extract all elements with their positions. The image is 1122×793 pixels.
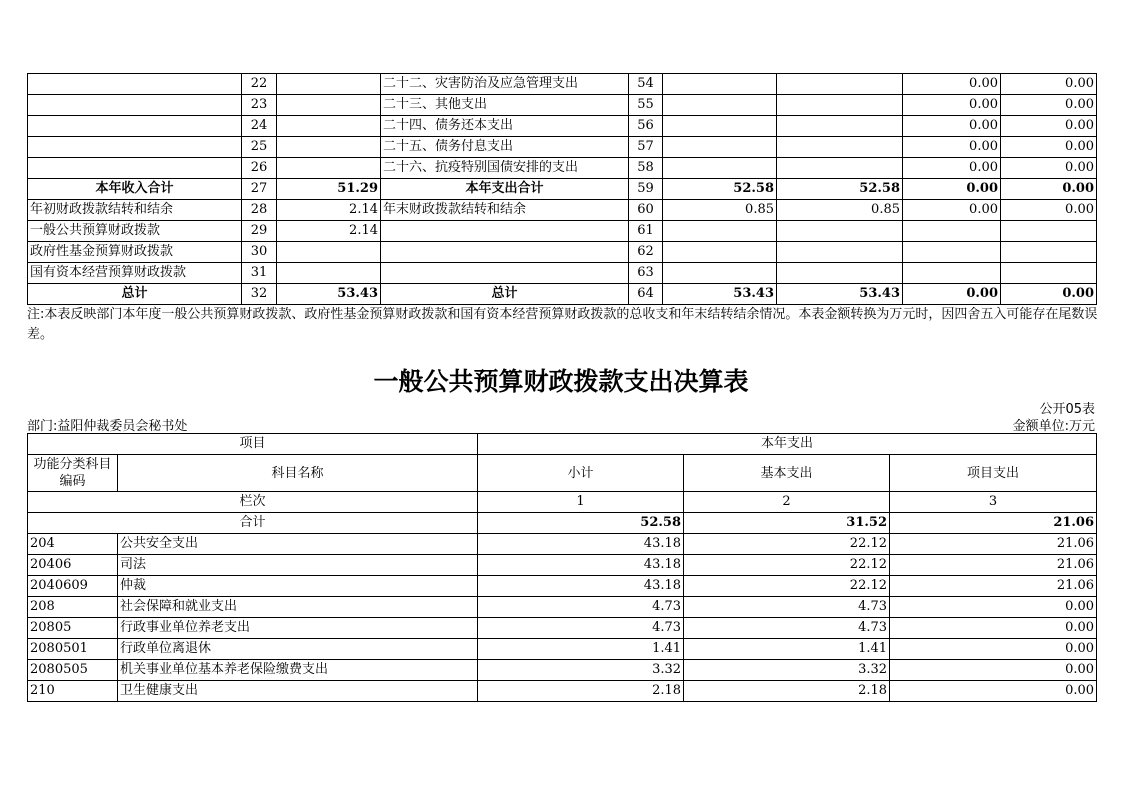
- cell-subtotal: 4.73: [478, 618, 684, 639]
- department-label: 部门:益阳仲裁委员会秘书处: [27, 419, 188, 434]
- cell-exp-no: 59: [629, 179, 663, 200]
- total-subtotal: 52.58: [478, 513, 684, 534]
- cell-income-item: 总计: [28, 284, 242, 305]
- cell-exp-no: 54: [629, 74, 663, 95]
- table-row: [28, 158, 1097, 179]
- cell-income-item: [28, 158, 242, 179]
- column-label: 栏次: [28, 492, 478, 513]
- table-row: [28, 95, 1097, 116]
- total-row: [28, 513, 1097, 534]
- cell-subtotal: 1.41: [478, 639, 684, 660]
- cell-other: 0.00: [1001, 179, 1097, 200]
- cell-exp-item: 二十六、抗疫特别国债安排的支出: [381, 158, 629, 179]
- cell-income-item: 年初财政拨款结转和结余: [28, 200, 242, 221]
- cell-total: [663, 263, 777, 284]
- cell-code: 208: [28, 597, 118, 618]
- cell-project: 0.00: [890, 639, 1097, 660]
- cell-basic: 4.73: [684, 618, 890, 639]
- cell-basic: 4.73: [684, 597, 890, 618]
- header-subtotal: 小计: [478, 455, 684, 492]
- cell-other: 0.00: [1001, 116, 1097, 137]
- cell-name: 行政单位离退休: [118, 639, 478, 660]
- cell-income-amt: [277, 137, 381, 158]
- cell-total: 53.43: [663, 284, 777, 305]
- cell-subtotal: 43.18: [478, 576, 684, 597]
- cell-income-no: 24: [242, 116, 277, 137]
- cell-basic: 22.12: [684, 576, 890, 597]
- page-title: 一般公共预算财政拨款支出决算表: [373, 367, 749, 396]
- cell-exp-item: [381, 242, 629, 263]
- table-row: [28, 284, 1097, 305]
- header-func-code: 功能分类科目编码: [28, 455, 118, 492]
- table-row: [28, 639, 1097, 660]
- table-row: [28, 618, 1097, 639]
- cell-income-no: 31: [242, 263, 277, 284]
- cell-basic: 2.18: [684, 681, 890, 702]
- cell-total: [663, 158, 777, 179]
- cell-total: [663, 116, 777, 137]
- table-row: [28, 660, 1097, 681]
- total-basic: 31.52: [684, 513, 890, 534]
- table-row: [28, 74, 1097, 95]
- cell-exp-no: 56: [629, 116, 663, 137]
- cell-other: [1001, 263, 1097, 284]
- cell-basic: [777, 221, 903, 242]
- cell-subtotal: 3.32: [478, 660, 684, 681]
- cell-project: 0.00: [903, 74, 1001, 95]
- cell-project: 0.00: [890, 681, 1097, 702]
- cell-name: 司法: [118, 555, 478, 576]
- cell-exp-item: 总计: [381, 284, 629, 305]
- cell-project: 0.00: [890, 660, 1097, 681]
- cell-exp-item: 二十四、债务还本支出: [381, 116, 629, 137]
- cell-exp-no: 61: [629, 221, 663, 242]
- expense-table: [27, 433, 1097, 702]
- header-project: 项目: [28, 434, 478, 455]
- cell-income-item: [28, 95, 242, 116]
- cell-basic: [777, 95, 903, 116]
- cell-basic: 1.41: [684, 639, 890, 660]
- cell-basic: 0.85: [777, 200, 903, 221]
- cell-income-amt: [277, 242, 381, 263]
- cell-basic: 53.43: [777, 284, 903, 305]
- column-1: 1: [478, 492, 684, 513]
- cell-other: [1001, 221, 1097, 242]
- cell-code: 20805: [28, 618, 118, 639]
- cell-exp-item: 年末财政拨款结转和结余: [381, 200, 629, 221]
- cell-project: 0.00: [903, 116, 1001, 137]
- table-row: [28, 576, 1097, 597]
- cell-project: 21.06: [890, 555, 1097, 576]
- unit-label: 金额单位:万元: [1012, 419, 1095, 434]
- cell-project: 0.00: [903, 179, 1001, 200]
- cell-name: 公共安全支出: [118, 534, 478, 555]
- cell-name: 机关事业单位基本养老保险缴费支出: [118, 660, 478, 681]
- cell-exp-no: 57: [629, 137, 663, 158]
- table-row: [28, 116, 1097, 137]
- column-3: 3: [890, 492, 1097, 513]
- total-label: 合计: [28, 513, 478, 534]
- cell-income-no: 28: [242, 200, 277, 221]
- cell-income-amt: 2.14: [277, 200, 381, 221]
- cell-exp-item: [381, 263, 629, 284]
- cell-basic: [777, 263, 903, 284]
- cell-income-no: 30: [242, 242, 277, 263]
- cell-project: [903, 221, 1001, 242]
- table-row: [28, 200, 1097, 221]
- cell-project: 0.00: [903, 137, 1001, 158]
- cell-other: 0.00: [1001, 200, 1097, 221]
- cell-exp-no: 62: [629, 242, 663, 263]
- cell-name: 社会保障和就业支出: [118, 597, 478, 618]
- header-project-exp: 项目支出: [890, 455, 1097, 492]
- table-note: 注:本表反映部门本年度一般公共预算财政拨款、政府性基金预算财政拨款和国有资本经营预算财政拨款的总收支和年末结转结余情况。本表金额转换为万元时，因四舍五入可能存在尾数误差。: [27, 307, 1098, 342]
- cell-name: 行政事业单位养老支出: [118, 618, 478, 639]
- header-subject-name: 科目名称: [118, 455, 478, 492]
- cell-exp-item: 二十五、债务付息支出: [381, 137, 629, 158]
- cell-income-no: 32: [242, 284, 277, 305]
- cell-other: 0.00: [1001, 95, 1097, 116]
- cell-exp-item: 二十二、灾害防治及应急管理支出: [381, 74, 629, 95]
- cell-income-item: 国有资本经营预算财政拨款: [28, 263, 242, 284]
- cell-project: 0.00: [890, 618, 1097, 639]
- cell-income-item: 本年收入合计: [28, 179, 242, 200]
- cell-basic: 22.12: [684, 534, 890, 555]
- table-row: [28, 242, 1097, 263]
- cell-project: [903, 242, 1001, 263]
- cell-total: [663, 95, 777, 116]
- cell-code: 204: [28, 534, 118, 555]
- cell-subtotal: 43.18: [478, 555, 684, 576]
- cell-total: [663, 221, 777, 242]
- cell-total: 52.58: [663, 179, 777, 200]
- cell-exp-no: 63: [629, 263, 663, 284]
- cell-income-amt: [277, 116, 381, 137]
- header-year-expense: 本年支出: [478, 434, 1097, 455]
- cell-income-item: 政府性基金预算财政拨款: [28, 242, 242, 263]
- cell-income-item: 一般公共预算财政拨款: [28, 221, 242, 242]
- cell-exp-item: [381, 221, 629, 242]
- cell-project: 0.00: [903, 158, 1001, 179]
- cell-code: 2080505: [28, 660, 118, 681]
- cell-income-item: [28, 116, 242, 137]
- cell-basic: [777, 116, 903, 137]
- table-row: [28, 597, 1097, 618]
- table-row: [28, 137, 1097, 158]
- cell-basic: [777, 74, 903, 95]
- cell-name: 卫生健康支出: [118, 681, 478, 702]
- cell-income-item: [28, 137, 242, 158]
- cell-project: 21.06: [890, 576, 1097, 597]
- cell-total: [663, 137, 777, 158]
- cell-income-no: 25: [242, 137, 277, 158]
- cell-income-no: 22: [242, 74, 277, 95]
- cell-basic: [777, 158, 903, 179]
- cell-name: 仲裁: [118, 576, 478, 597]
- cell-income-no: 26: [242, 158, 277, 179]
- column-2: 2: [684, 492, 890, 513]
- cell-total: [663, 242, 777, 263]
- cell-basic: 52.58: [777, 179, 903, 200]
- cell-project: 0.00: [903, 95, 1001, 116]
- table-row: [28, 221, 1097, 242]
- cell-code: 2040609: [28, 576, 118, 597]
- cell-other: 0.00: [1001, 284, 1097, 305]
- cell-project: 21.06: [890, 534, 1097, 555]
- table-row: [28, 681, 1097, 702]
- cell-code: 20406: [28, 555, 118, 576]
- cell-project: 0.00: [890, 597, 1097, 618]
- table-row: [28, 555, 1097, 576]
- cell-income-amt: [277, 263, 381, 284]
- cell-other: 0.00: [1001, 74, 1097, 95]
- cell-total: [663, 74, 777, 95]
- cell-code: 2080501: [28, 639, 118, 660]
- cell-exp-no: 58: [629, 158, 663, 179]
- cell-basic: 3.32: [684, 660, 890, 681]
- cell-total: 0.85: [663, 200, 777, 221]
- cell-other: 0.00: [1001, 137, 1097, 158]
- cell-income-amt: 53.43: [277, 284, 381, 305]
- cell-exp-no: 60: [629, 200, 663, 221]
- cell-income-no: 23: [242, 95, 277, 116]
- cell-other: [1001, 242, 1097, 263]
- cell-project: 0.00: [903, 200, 1001, 221]
- cell-income-no: 27: [242, 179, 277, 200]
- cell-subtotal: 4.73: [478, 597, 684, 618]
- cell-basic: [777, 137, 903, 158]
- cell-exp-item: 本年支出合计: [381, 179, 629, 200]
- cell-exp-item: 二十三、其他支出: [381, 95, 629, 116]
- table-row: [28, 179, 1097, 200]
- table-row: [28, 263, 1097, 284]
- cell-subtotal: 43.18: [478, 534, 684, 555]
- cell-income-amt: [277, 95, 381, 116]
- cell-project: 0.00: [903, 284, 1001, 305]
- cell-income-amt: [277, 158, 381, 179]
- cell-exp-no: 64: [629, 284, 663, 305]
- total-project: 21.06: [890, 513, 1097, 534]
- cell-income-no: 29: [242, 221, 277, 242]
- header-basic: 基本支出: [684, 455, 890, 492]
- form-number: 公开05表: [1039, 402, 1095, 417]
- cell-code: 210: [28, 681, 118, 702]
- cell-income-amt: 51.29: [277, 179, 381, 200]
- income-expense-table: [27, 73, 1097, 305]
- cell-subtotal: 2.18: [478, 681, 684, 702]
- cell-exp-no: 55: [629, 95, 663, 116]
- table-row: [28, 534, 1097, 555]
- cell-income-amt: 2.14: [277, 221, 381, 242]
- cell-basic: 22.12: [684, 555, 890, 576]
- cell-basic: [777, 242, 903, 263]
- cell-project: [903, 263, 1001, 284]
- cell-income-amt: [277, 74, 381, 95]
- cell-other: 0.00: [1001, 158, 1097, 179]
- cell-income-item: [28, 74, 242, 95]
